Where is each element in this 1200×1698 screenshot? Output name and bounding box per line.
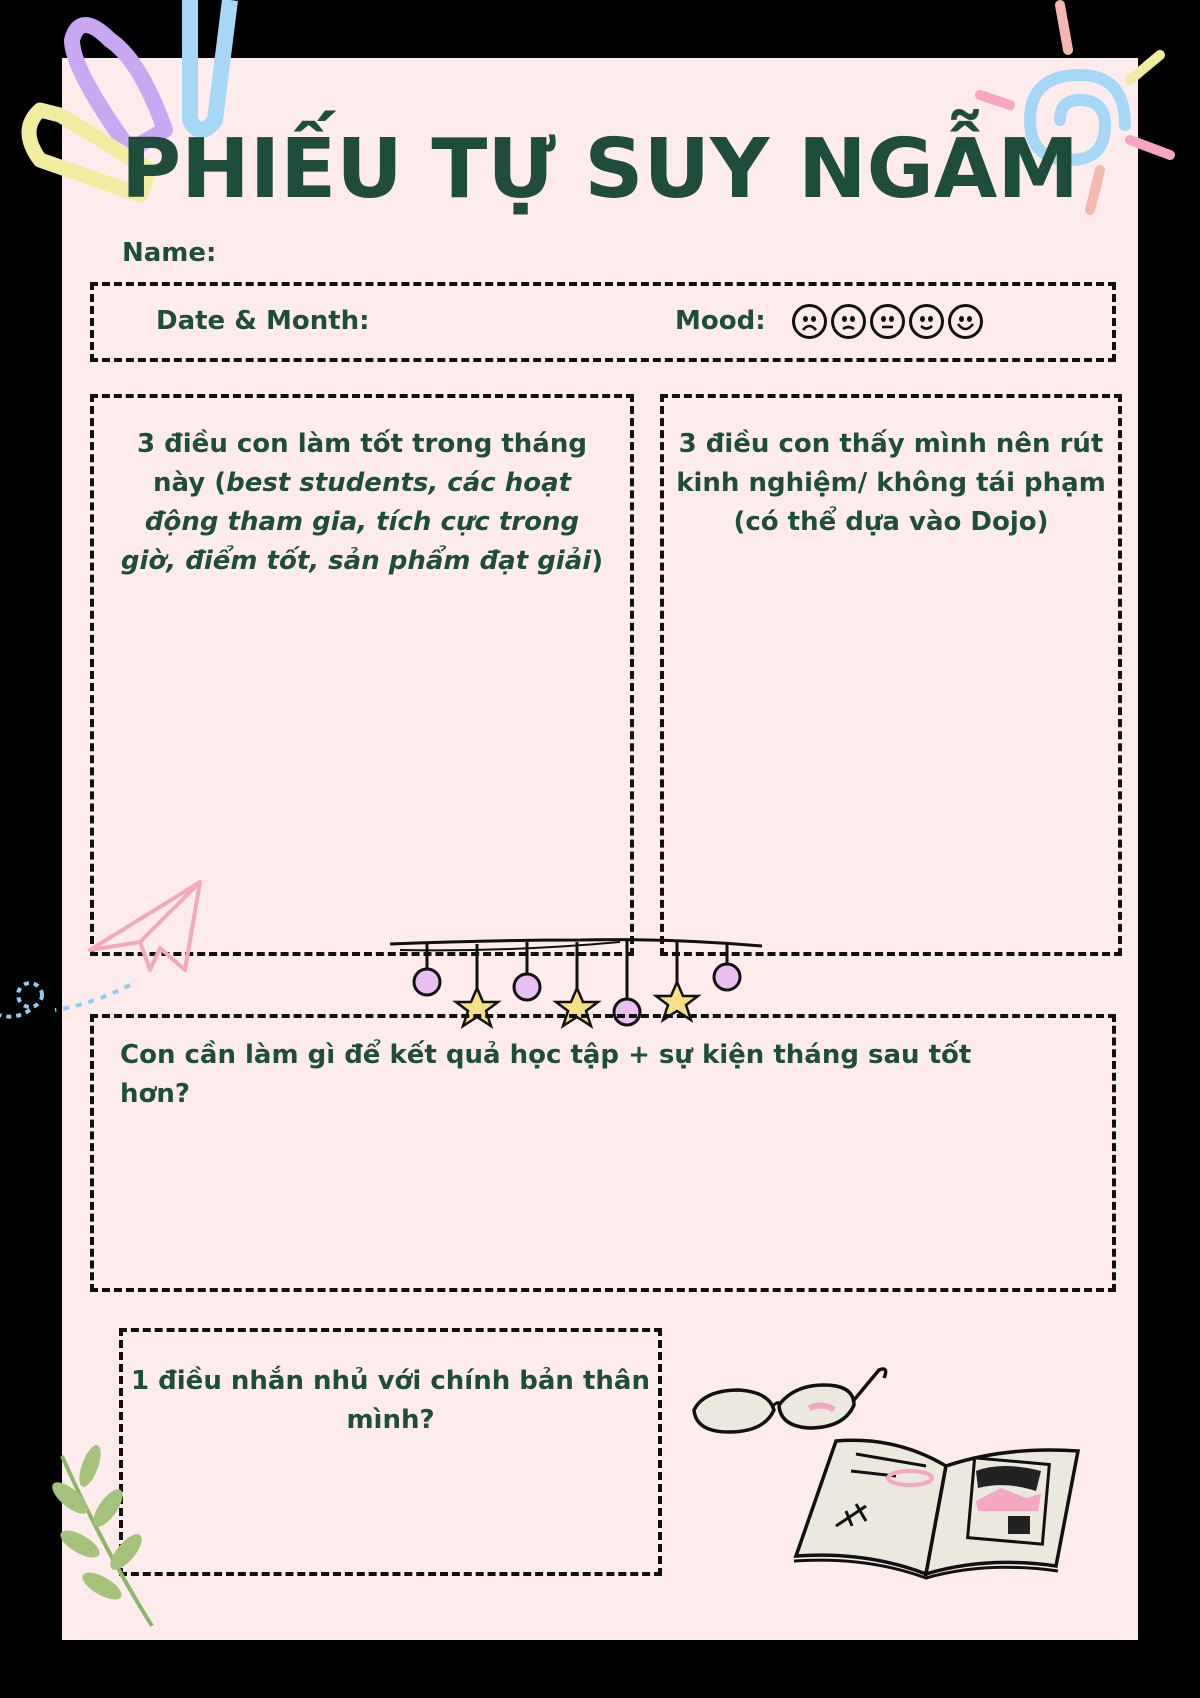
leaf-branch-decoration bbox=[42, 1436, 162, 1636]
self-note-prompt: 1 điều nhắn nhủ với chính bản thân mình? bbox=[131, 1366, 650, 1435]
date-month-label: Date & Month: bbox=[156, 306, 370, 336]
lessons-prompt: 3 điều con thấy mình nên rút kinh nghiệm/ không tái phạm (có thể dựa vào Dojo) bbox=[676, 429, 1106, 537]
sad-icon[interactable] bbox=[831, 304, 866, 339]
paper-plane-decoration bbox=[0, 870, 220, 1030]
name-label: Name: bbox=[122, 238, 217, 268]
page-title: PHIẾU TỰ SUY NGẪM bbox=[121, 122, 1079, 217]
very-sad-icon[interactable] bbox=[792, 304, 827, 339]
mood-label: Mood: bbox=[675, 306, 766, 336]
open-book-icon bbox=[786, 1426, 1086, 1576]
happy-icon[interactable] bbox=[909, 304, 944, 339]
mood-scale bbox=[792, 304, 983, 339]
very-happy-icon[interactable] bbox=[948, 304, 983, 339]
good-things-prompt: 3 điều con làm tốt trong tháng này (best students, các hoạt động tham gia, tích cực trong giờ, điểm tốt, sản phẩm đạt giải) bbox=[120, 429, 604, 576]
neutral-icon[interactable] bbox=[870, 304, 905, 339]
next-month-prompt: Con cần làm gì để kết quả học tập + sự kiện tháng sau tốt hơn? bbox=[120, 1040, 972, 1109]
